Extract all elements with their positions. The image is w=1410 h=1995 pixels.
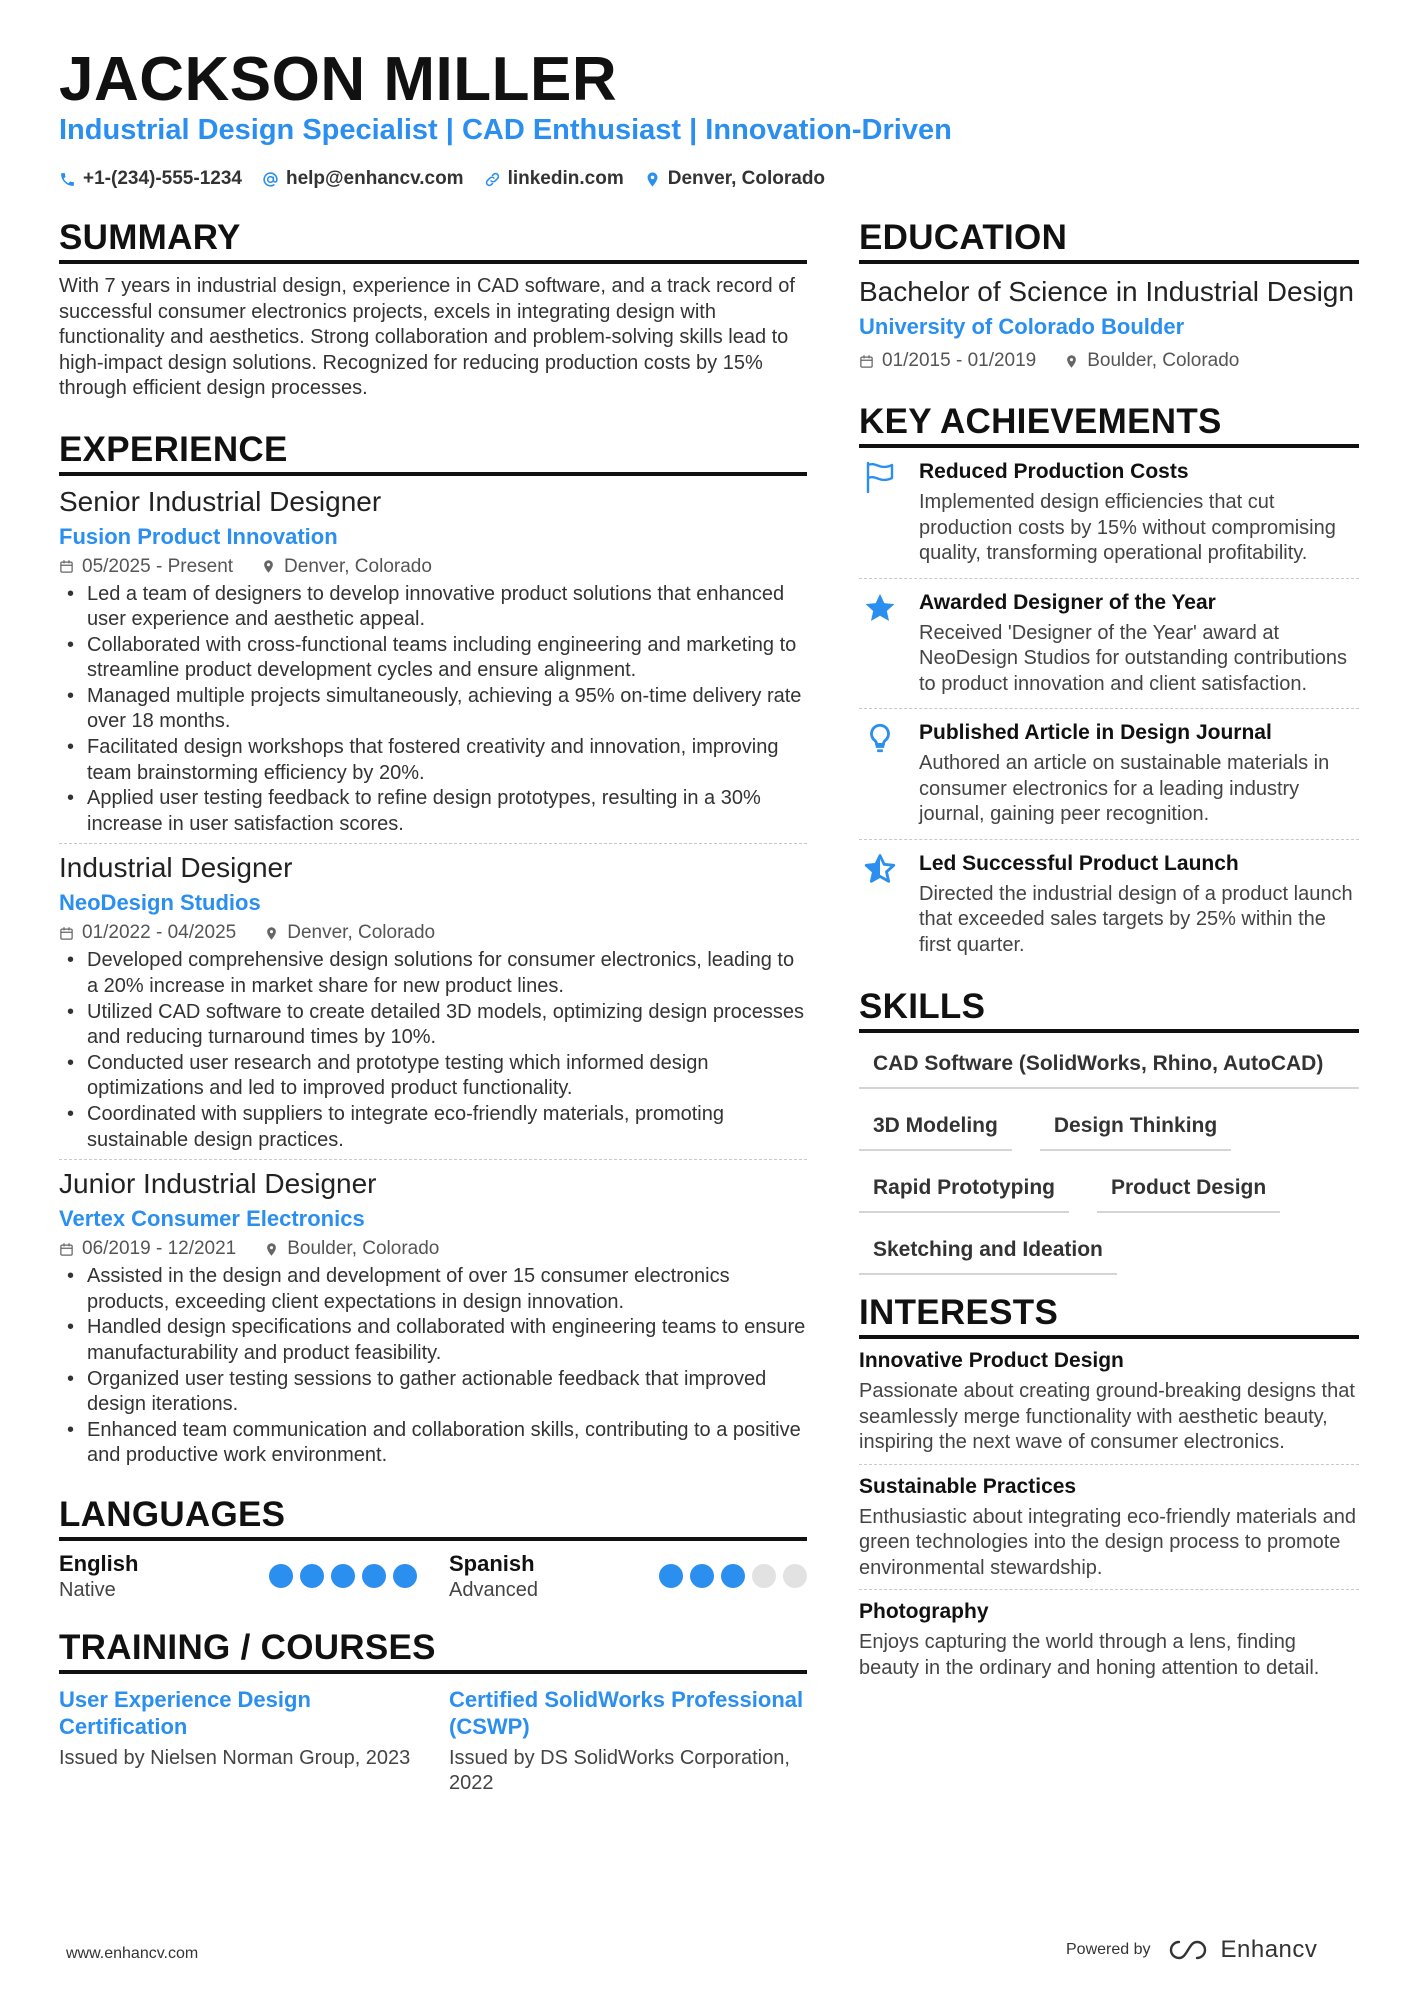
interests-section: [859, 1293, 1359, 1689]
job-dates-text: 06/2019 - 12/2021: [82, 1238, 237, 1260]
right-column: [859, 218, 1359, 1689]
achievement-desc: Received 'Designer of the Year' award at NeoDesign Studios for outstanding contributions to product innovation and client satisfaction.: [919, 621, 1348, 695]
rating-dot-filled: [331, 1564, 355, 1588]
job-title: Senior Industrial Designer: [59, 485, 382, 517]
education-dates-text: 01/2015 - 01/2019: [882, 350, 1037, 371]
achievements-section: [859, 402, 1359, 969]
course-item: [449, 1686, 807, 1796]
achievement-desc: Directed the industrial design of a product launch that exceeded sales targets by 25% within the first quarter.: [919, 882, 1353, 956]
phone-icon: [59, 171, 76, 188]
language-name: Spanish: [449, 1550, 535, 1576]
job-bullets: [59, 1264, 807, 1469]
location-pin-icon: [264, 1242, 279, 1257]
interest-item: [859, 1464, 1359, 1590]
experience-heading: EXPERIENCE: [59, 430, 807, 476]
flag-icon: [863, 460, 897, 494]
language-rating: [269, 1564, 417, 1588]
education-meta: [859, 350, 1359, 372]
phone-text: +1-(234)-555-1234: [83, 168, 242, 189]
job-title: Junior Industrial Designer: [59, 1168, 377, 1200]
location-text: Denver, Colorado: [667, 168, 826, 189]
job-location: [264, 1238, 439, 1260]
calendar-icon: [859, 354, 874, 369]
job-dates: [59, 1238, 236, 1260]
degree-title: Bachelor of Science in Industrial Design: [859, 276, 1354, 307]
language-item: [449, 1551, 807, 1602]
job-meta: [59, 1238, 807, 1260]
interest-item: [859, 1589, 1359, 1689]
summary-text: With 7 years in industrial design, experience in CAD software, and a track record of successful consumer electronics projects, excels in integrating design with functionality and aesthetics. Strong collaboration and problem-solving skills lead to high-impact design solutions. Recognized for reducing production costs by 15% through efficient design processes.: [59, 275, 795, 399]
job-dates: [59, 922, 236, 944]
job-bullet: • Assisted in the design and development of over 15 consumer electronics products, exceeding client expectations in design innovation.: [59, 1264, 807, 1315]
rating-dot-empty: [783, 1564, 807, 1588]
job-bullets: [59, 582, 807, 838]
language-level: Native: [59, 1578, 116, 1601]
star-icon: [863, 591, 897, 625]
job-bullet: • Enhanced team communication and collaboration skills, contributing to a positive and productive work environment.: [59, 1418, 807, 1469]
job-dates: [59, 556, 233, 578]
achievement-icon-wrap: [859, 460, 919, 567]
company-name: Vertex Consumer Electronics: [59, 1206, 365, 1232]
course-title: User Experience Design Certification: [59, 1686, 311, 1739]
summary-heading: SUMMARY: [59, 218, 807, 264]
interest-title: Photography: [859, 1600, 989, 1623]
contact-linkedin[interactable]: [484, 168, 624, 190]
link-icon: [484, 171, 501, 188]
location-pin-icon: [264, 926, 279, 941]
language-item: [59, 1551, 417, 1602]
skills-section: [859, 987, 1359, 1293]
left-column: [59, 218, 807, 1796]
achievement-item: [859, 448, 1359, 578]
company-name: NeoDesign Studios: [59, 890, 261, 916]
skill-tag: Sketching and Ideation: [859, 1231, 1117, 1275]
job-meta: [59, 556, 807, 578]
interest-desc: Enthusiastic about integrating eco-friendly materials and green technologies into the design process to promote environmental stewardship.: [859, 1505, 1356, 1579]
achievement-title: Published Article in Design Journal: [919, 721, 1272, 744]
achievement-icon-wrap: [859, 721, 919, 828]
footer-website[interactable]: www.enhancv.com: [66, 1945, 199, 1962]
interest-desc: Passionate about creating ground-breaking designs that seamlessly merge functionality with aesthetic beauty, inspiring the next wave of consumer electronics.: [859, 1380, 1355, 1453]
powered-by-label: Powered by: [1066, 1941, 1151, 1958]
job-bullet: • Conducted user research and prototype testing which informed design optimizations and led to improved product functionality.: [59, 1051, 807, 1102]
lightbulb-icon: [863, 721, 897, 755]
education-location: [1064, 350, 1239, 372]
candidate-tagline: Industrial Design Specialist | CAD Enthusiast | Innovation-Driven: [59, 114, 952, 146]
job-dates-text: 05/2025 - Present: [82, 555, 234, 577]
skill-tag: Product Design: [1097, 1169, 1280, 1213]
candidate-name: JACKSON MILLER: [59, 45, 618, 114]
company-name: Fusion Product Innovation: [59, 523, 338, 549]
language-level: Advanced: [449, 1578, 538, 1601]
contact-phone[interactable]: [59, 168, 242, 190]
location-pin-icon: [261, 559, 276, 574]
achievement-desc: Implemented design efficiencies that cut production costs by 15% without compromising quality, transforming operational profitability.: [919, 491, 1336, 564]
achievements-heading: KEY ACHIEVEMENTS: [859, 402, 1359, 448]
linkedin-text: linkedin.com: [507, 168, 624, 189]
summary-section: [59, 218, 807, 402]
job-bullet: • Applied user testing feedback to refine design prototypes, resulting in a 30% increase in user satisfaction scores.: [59, 786, 807, 837]
interests-heading: INTERESTS: [859, 1293, 1359, 1339]
calendar-icon: [59, 559, 74, 574]
achievement-desc: Authored an article on sustainable materials in consumer electronics for a leading industry journal, gaining peer recognition.: [919, 752, 1330, 825]
achievement-title: Awarded Designer of the Year: [919, 590, 1216, 614]
rating-dot-filled: [721, 1564, 745, 1588]
brand-logo[interactable]: [1167, 1936, 1318, 1964]
language-name: English: [59, 1550, 139, 1576]
contact-bar: [59, 168, 825, 190]
languages-section: [59, 1495, 807, 1602]
interest-title: Sustainable Practices: [859, 1474, 1077, 1498]
job-entry: [59, 843, 807, 1159]
course-title: Certified SolidWorks Professional (CSWP): [449, 1686, 804, 1739]
skill-tag: Design Thinking: [1040, 1107, 1231, 1151]
achievement-item: [859, 578, 1359, 709]
achievement-title: Led Successful Product Launch: [919, 851, 1239, 875]
job-location-text: Boulder, Colorado: [287, 1238, 440, 1260]
footer-branding: [1066, 1936, 1317, 1964]
rating-dot-filled: [300, 1564, 324, 1588]
rating-dot-empty: [752, 1564, 776, 1588]
job-location-text: Denver, Colorado: [287, 922, 436, 944]
experience-section: [59, 430, 807, 1475]
calendar-icon: [59, 1242, 74, 1257]
achievement-item: [859, 839, 1359, 970]
achievement-icon-wrap: [859, 591, 919, 698]
skills-heading: SKILLS: [859, 987, 1359, 1033]
job-entry: [59, 1159, 807, 1475]
job-bullet: • Led a team of designers to develop innovative product solutions that enhanced user experience and aesthetic appeal.: [59, 582, 807, 633]
course-item: [59, 1686, 417, 1796]
interest-desc: Enjoys capturing the world through a lens, finding beauty in the ordinary and honing attention to detail.: [859, 1631, 1320, 1679]
star-outline-icon: [863, 852, 897, 886]
skill-list: [859, 1045, 1359, 1293]
job-location: [261, 556, 432, 578]
rating-dot-filled: [269, 1564, 293, 1588]
achievement-title: Reduced Production Costs: [919, 460, 1189, 483]
course-issuer: Issued by Nielsen Norman Group, 2023: [59, 1746, 411, 1769]
skill-tag: 3D Modeling: [859, 1107, 1012, 1151]
skill-tag: CAD Software (SolidWorks, Rhino, AutoCAD): [859, 1045, 1359, 1089]
interest-title: Innovative Product Design: [859, 1349, 1124, 1372]
location-pin-icon: [1064, 354, 1079, 369]
job-bullet: • Developed comprehensive design solutions for consumer electronics, leading to a 20% increase in market share for new product lines.: [59, 948, 807, 999]
job-location: [264, 922, 435, 944]
language-list: [59, 1551, 807, 1602]
education-dates: [859, 350, 1036, 372]
job-bullet: • Utilized CAD software to create detailed 3D models, optimizing design processes and reducing turnaround times by 10%.: [59, 1000, 807, 1051]
enhancv-logo-icon: [1167, 1937, 1213, 1963]
email-text: help@enhancv.com: [285, 168, 464, 189]
calendar-icon: [59, 926, 74, 941]
education-section: [859, 218, 1359, 372]
job-bullet: • Handled design specifications and collaborated with engineering teams to ensure manufacturability and product feasibility.: [59, 1315, 807, 1366]
location-pin-icon: [644, 171, 661, 188]
languages-heading: LANGUAGES: [59, 1495, 807, 1541]
language-rating: [659, 1564, 807, 1588]
rating-dot-filled: [362, 1564, 386, 1588]
education-location-text: Boulder, Colorado: [1087, 350, 1240, 371]
job-meta: [59, 922, 807, 944]
training-section: [59, 1628, 807, 1796]
job-entry: [59, 486, 807, 844]
job-bullet: • Managed multiple projects simultaneously, achieving a 95% on-time delivery rate over 18 months.: [59, 684, 807, 735]
course-issuer: Issued by DS SolidWorks Corporation, 2022: [449, 1746, 790, 1794]
job-bullet: • Coordinated with suppliers to integrate eco-friendly materials, promoting sustainable design practices.: [59, 1102, 807, 1153]
job-bullet: • Facilitated design workshops that fostered creativity and innovation, improving team brainstorming efficiency by 20%.: [59, 735, 807, 786]
brand-name: Enhancv: [1220, 1936, 1318, 1963]
interest-item: [859, 1339, 1359, 1464]
rating-dot-filled: [393, 1564, 417, 1588]
job-dates-text: 01/2022 - 04/2025: [82, 922, 237, 944]
achievement-item: [859, 708, 1359, 839]
contact-email[interactable]: [262, 168, 464, 190]
rating-dot-filled: [690, 1564, 714, 1588]
skill-tag: Rapid Prototyping: [859, 1169, 1069, 1213]
job-bullets: [59, 948, 807, 1153]
at-icon: [262, 171, 279, 188]
rating-dot-filled: [659, 1564, 683, 1588]
training-heading: TRAINING / COURSES: [59, 1628, 807, 1674]
job-title: Industrial Designer: [59, 852, 293, 884]
school-name: University of Colorado Boulder: [859, 314, 1185, 339]
course-list: [59, 1686, 807, 1796]
job-bullet: • Organized user testing sessions to gather actionable feedback that improved design iterations.: [59, 1367, 807, 1418]
achievement-icon-wrap: [859, 852, 919, 959]
job-location-text: Denver, Colorado: [284, 555, 432, 577]
contact-location: [644, 168, 825, 190]
education-heading: EDUCATION: [859, 218, 1359, 264]
job-bullet: • Collaborated with cross-functional teams including engineering and marketing to streamline product development cycles and ensure alignment.: [59, 633, 807, 684]
